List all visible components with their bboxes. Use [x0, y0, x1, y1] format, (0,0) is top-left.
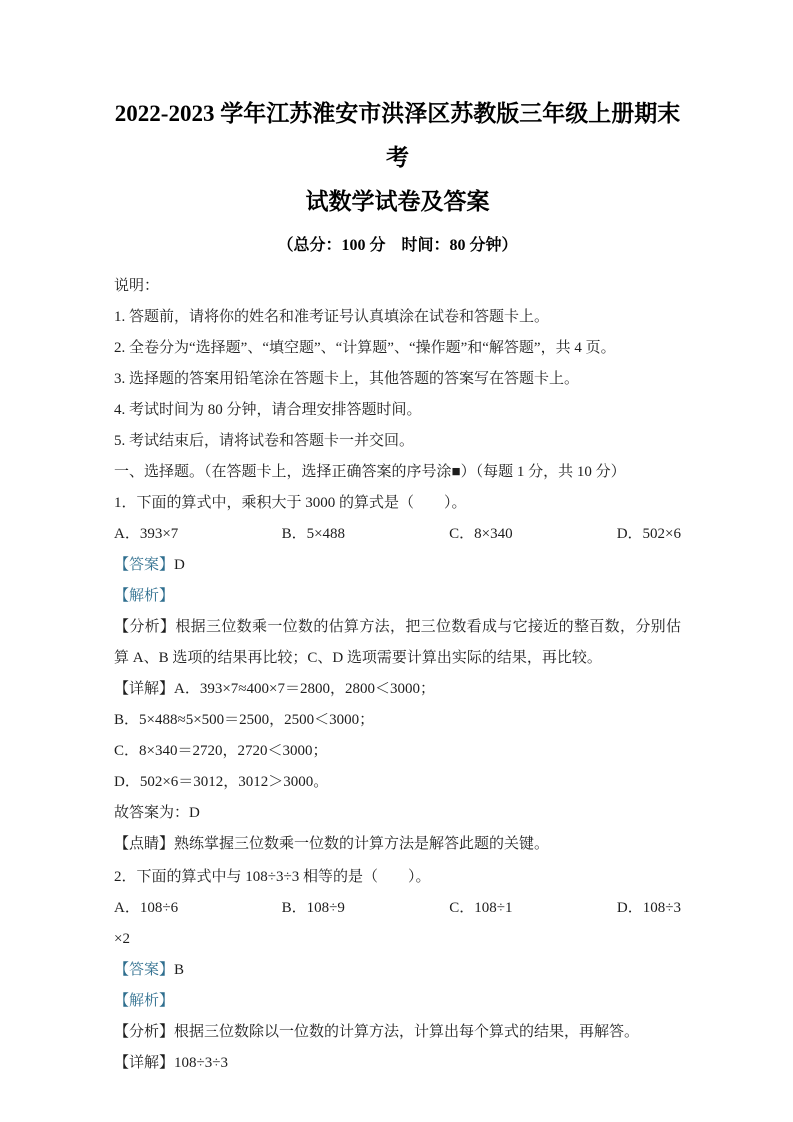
- question-2-option-b: B．108÷9: [281, 900, 345, 916]
- question-2-answer-line: [114, 955, 681, 986]
- question-1-option-d: D．502×6: [616, 526, 681, 542]
- question-2-analysis-text: 【分析】根据三位数除以一位数的计算方法，计算出每个算式的结果，再解答。: [114, 1024, 640, 1040]
- question-1-option-a: A．393×7: [114, 526, 179, 542]
- question-2-options: [114, 893, 681, 924]
- question-1-answer-line: [114, 550, 681, 581]
- question-1-answer-value: D: [174, 557, 185, 573]
- exam-title-line-2: 试数学试卷及答案: [305, 189, 490, 214]
- exam-body: [114, 271, 681, 1079]
- analysis-label: 【解析】: [114, 588, 175, 604]
- question-2-option-d-wrap: ×2: [114, 931, 130, 947]
- answer-label: 【答案】: [114, 962, 175, 978]
- question-1-conclusion: 故答案为：D: [114, 805, 200, 821]
- question-2-option-a: A．108÷6: [114, 900, 179, 916]
- section-1-heading: 一、选择题。（在答题卡上，选择正确答案的序号涂■）（每题 1 分，共 10 分）: [114, 464, 626, 480]
- question-1-detail-line-1: 【详解】A．393×7≈400×7＝2800，2800＜3000；: [114, 681, 435, 697]
- question-2-option-c: C．108÷1: [449, 900, 513, 916]
- question-1-detail-line-2: B．5×488≈5×500＝2500，2500＜3000；: [114, 712, 375, 728]
- exam-score-time: （总分：100 分 时间：80 分钟）: [277, 237, 518, 254]
- question-1-analysis-label: [114, 581, 681, 612]
- question-2-analysis-label: [114, 986, 681, 1017]
- question-2-option-d: D．108÷3: [616, 900, 681, 916]
- question-1-option-c: C．8×340: [449, 526, 513, 542]
- exam-title-line-1: 2022-2023 学年江苏淮安市洪泽区苏教版三年级上册期末考: [114, 101, 681, 170]
- question-1-stem: 1．下面的算式中，乘积大于 3000 的算式是（ ）。: [114, 495, 467, 511]
- question-1-detail-line-3: C．8×340＝2720，2720＜3000；: [114, 743, 328, 759]
- note-item-3: 3. 选择题的答案用铅笔涂在答题卡上，其他答题的答案写在答题卡上。: [114, 371, 580, 387]
- question-2-stem: 2．下面的算式中与 108÷3÷3 相等的是（ ）。: [114, 869, 431, 885]
- note-item-1: 1. 答题前，请将你的姓名和准考证号认真填涂在试卷和答题卡上。: [114, 309, 550, 325]
- note-item-4: 4. 考试时间为 80 分钟，请合理安排答题时间。: [114, 402, 422, 418]
- question-2-detail-line: 【详解】108÷3÷3: [114, 1055, 228, 1071]
- answer-label: 【答案】: [114, 557, 175, 573]
- analysis-label: 【解析】: [114, 993, 175, 1009]
- question-1-option-b: B．5×488: [281, 526, 346, 542]
- note-item-2: 2. 全卷分为“选择题”、“填空题”、“计算题”、“操作题”和“解答题”，共 4 页。: [114, 340, 616, 356]
- question-1-detail-line-4: D．502×6＝3012，3012＞3000。: [114, 774, 329, 790]
- question-1-options: [114, 519, 681, 550]
- question-1-analysis-text: 【分析】根据三位数乘一位数的估算方法，把三位数看成与它接近的整百数，分别估算 A、B 选项的结果再比较；C、D 选项需要计算出实际的结果，再比较。: [114, 619, 681, 666]
- question-1-tip: 【点睛】熟练掌握三位数乘一位数的计算方法是解答此题的关键。: [114, 836, 550, 852]
- note-item-5: 5. 考试结束后，请将试卷和答题卡一并交回。: [114, 433, 415, 449]
- question-2-answer-value: B: [174, 962, 185, 978]
- notes-heading: 说明：: [114, 278, 160, 294]
